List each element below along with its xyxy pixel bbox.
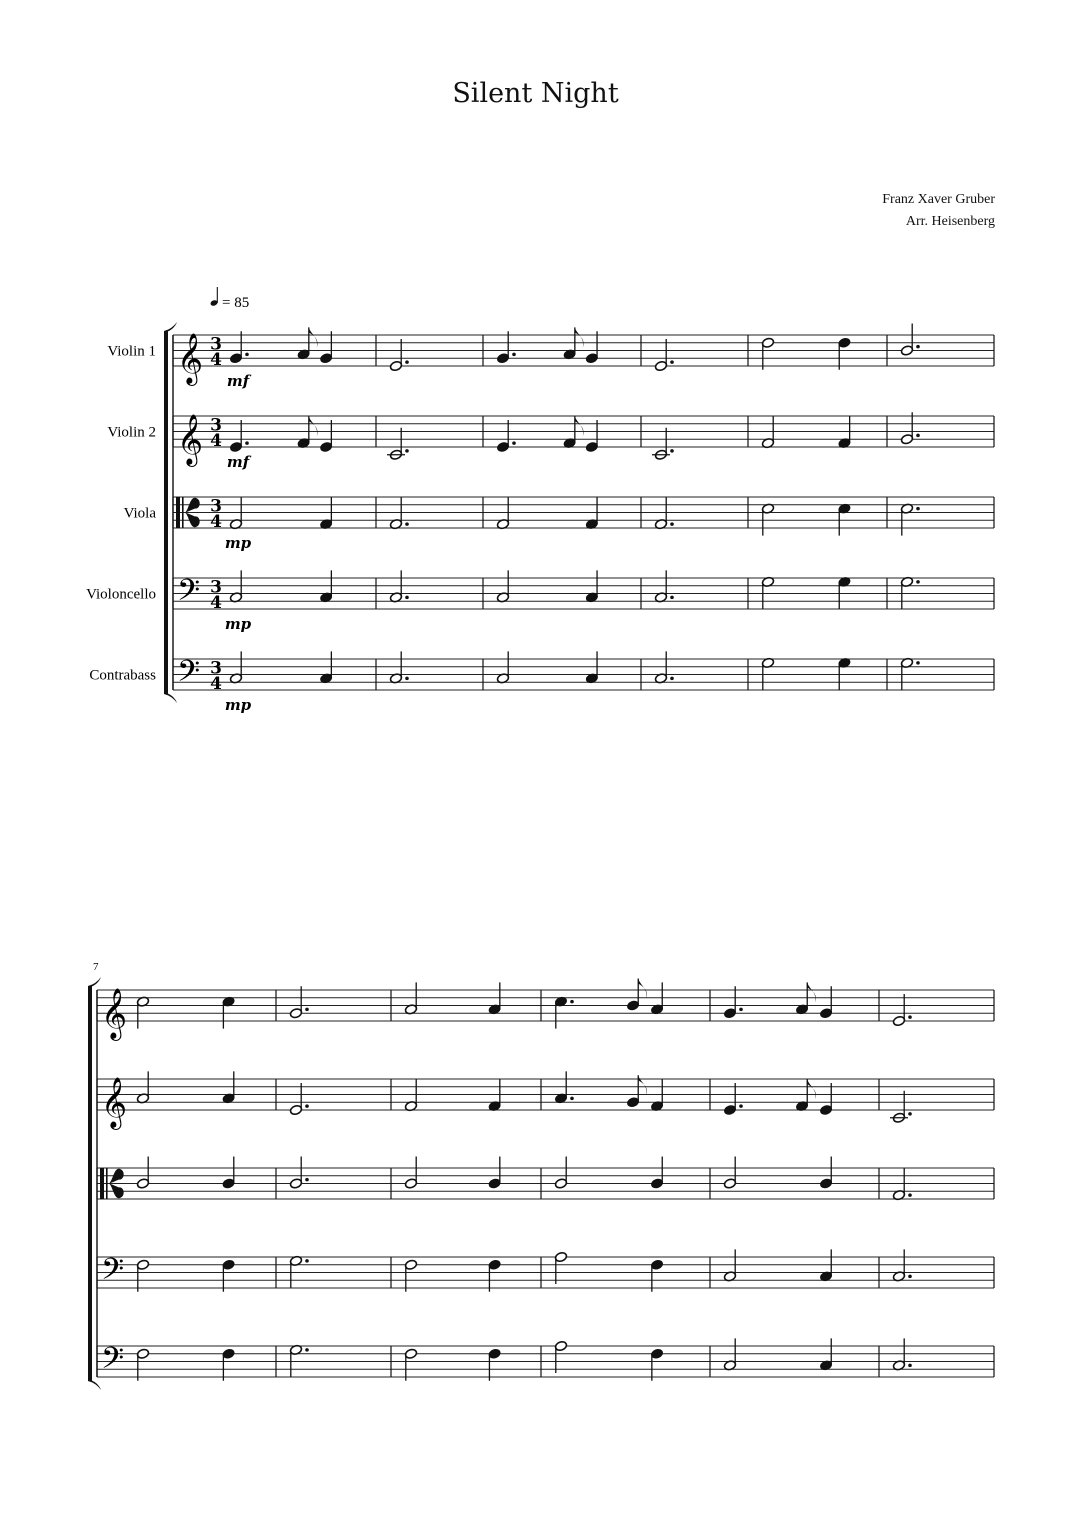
augmentation-dot (245, 353, 249, 357)
note-head (488, 1079, 501, 1112)
note-head (838, 416, 851, 449)
note-head (404, 1079, 417, 1112)
alto-clef-bar (100, 1168, 104, 1199)
time-signature-denominator: 4 (210, 350, 222, 370)
note-head (892, 994, 911, 1027)
note-head (389, 497, 408, 530)
augmentation-dot (908, 1364, 912, 1368)
note-head (136, 1157, 149, 1190)
note-head (136, 1071, 149, 1104)
note-head (650, 1348, 663, 1381)
eighth-flag (638, 1075, 647, 1095)
note-head (136, 1348, 149, 1381)
note-head (585, 497, 598, 530)
note-head (488, 1157, 501, 1190)
augmentation-dot (405, 360, 409, 364)
note-head (496, 497, 509, 530)
instrument-name: Violin 2 (107, 424, 156, 441)
note-head (654, 497, 673, 530)
note-head (723, 1338, 736, 1371)
note-head (389, 570, 408, 603)
note-head (585, 420, 598, 453)
note-head (222, 1157, 235, 1190)
augmentation-dot (405, 677, 409, 681)
note-head (222, 1259, 235, 1292)
augmentation-dot (405, 596, 409, 600)
bass-clef-icon: 𝄢 (177, 655, 201, 696)
time-signature-numerator: 3 (210, 415, 222, 436)
time-signature-denominator: 4 (210, 674, 222, 694)
bracket-top-hook (88, 977, 101, 988)
note-head (819, 1338, 832, 1371)
note-head (554, 1340, 567, 1373)
note-head (289, 1255, 308, 1288)
tempo-marking: = 85 (222, 295, 250, 311)
note-head (136, 996, 149, 1029)
bass-clef-icon: 𝄢 (101, 1253, 125, 1294)
note-head (496, 651, 509, 684)
note-head (289, 1344, 308, 1377)
augmentation-dot (305, 1104, 309, 1108)
dynamic-marking: mf (226, 372, 250, 390)
augmentation-dot (908, 1193, 912, 1197)
note-head (650, 1259, 663, 1292)
treble-clef-icon: 𝄞 (177, 333, 204, 384)
note-head (554, 1157, 567, 1190)
augmentation-dot (670, 522, 674, 526)
note-head (222, 1348, 235, 1381)
note-head (320, 331, 333, 364)
instrument-name: Violin 1 (107, 343, 156, 360)
note-head (900, 412, 919, 445)
note-head (563, 327, 583, 360)
note-head (626, 979, 646, 1012)
bass-clef-icon: 𝄢 (101, 1342, 125, 1383)
note-head (761, 657, 774, 690)
note-head (900, 503, 919, 536)
eighth-flag (309, 416, 318, 436)
instrument-name: Violoncello (86, 586, 156, 603)
note-head (650, 1079, 663, 1112)
note-head (723, 1083, 742, 1116)
note-head (723, 1249, 736, 1282)
time-signature-numerator: 3 (210, 658, 222, 679)
eighth-flag (807, 982, 816, 1002)
note-head (585, 331, 598, 364)
note-head (761, 576, 774, 609)
note-head (654, 570, 673, 603)
note-head (892, 1338, 911, 1371)
dynamic-marking: mp (224, 534, 252, 552)
note-head (320, 497, 333, 530)
note-head (554, 1071, 573, 1104)
augmentation-dot (570, 1097, 574, 1101)
time-signature-denominator: 4 (210, 512, 222, 532)
bracket-bottom-hook (88, 1379, 101, 1390)
note-head (819, 1157, 832, 1190)
note-head (404, 1348, 417, 1381)
eighth-flag (309, 327, 318, 347)
augmentation-dot (512, 441, 516, 445)
time-signature-numerator: 3 (210, 334, 222, 355)
note-head (838, 657, 851, 690)
dynamic-marking: mp (224, 615, 252, 633)
note-head (229, 420, 248, 453)
note-head (761, 503, 774, 536)
dynamic-marking: mp (224, 696, 252, 714)
note-head (289, 986, 308, 1019)
note-head (819, 1249, 832, 1282)
augmentation-dot (908, 1275, 912, 1279)
note-head (488, 1348, 501, 1381)
augmentation-dot (916, 507, 920, 511)
note-head (723, 986, 742, 1019)
note-head (890, 1091, 912, 1124)
note-head (819, 986, 832, 1019)
note-head (496, 420, 515, 453)
note-head (488, 982, 501, 1015)
alto-clef-thin (182, 497, 184, 528)
note-head (496, 570, 509, 603)
note-head (229, 331, 248, 364)
time-signature-numerator: 3 (210, 577, 222, 598)
note-head (900, 657, 919, 690)
augmentation-dot (670, 596, 674, 600)
augmentation-dot (916, 580, 920, 584)
arranger-name: Arr. Heisenberg (905, 214, 995, 229)
treble-clef-icon: 𝄞 (101, 988, 128, 1039)
augmentation-dot (305, 1178, 309, 1182)
note-head (404, 1157, 417, 1190)
note-head (554, 996, 573, 1029)
note-head (819, 1083, 832, 1116)
alto-clef-bar (176, 497, 180, 528)
augmentation-dot (512, 353, 516, 357)
alto-clef-thin (106, 1168, 108, 1199)
note-head (136, 1259, 149, 1292)
note-head (654, 339, 673, 372)
bass-clef-icon: 𝄢 (177, 574, 201, 615)
eighth-flag (807, 1079, 816, 1099)
time-signature-denominator: 4 (210, 593, 222, 613)
augmentation-dot (670, 449, 674, 453)
note-head (222, 996, 235, 1029)
augmentation-dot (739, 1104, 743, 1108)
measure-number: 7 (93, 961, 99, 973)
note-head (892, 1168, 911, 1201)
augmentation-dot (916, 345, 920, 349)
time-signature-numerator: 3 (210, 496, 222, 517)
augmentation-dot (305, 1008, 309, 1012)
note-head (652, 428, 674, 461)
augmentation-dot (916, 661, 920, 665)
composer-name: Franz Xaver Gruber (882, 192, 995, 207)
note-head (496, 331, 515, 364)
augmentation-dot (916, 434, 920, 438)
augmentation-dot (670, 360, 674, 364)
note-head (585, 651, 598, 684)
eighth-flag (638, 979, 647, 999)
eighth-flag (575, 416, 584, 436)
note-head (229, 497, 242, 530)
augmentation-dot (305, 1348, 309, 1352)
note-head (900, 576, 919, 609)
note-head (650, 1157, 663, 1190)
augmentation-dot (908, 1112, 912, 1116)
augmentation-dot (305, 1259, 309, 1263)
note-head (488, 1259, 501, 1292)
note-head (900, 324, 919, 357)
note-head (585, 570, 598, 603)
system-bracket (164, 331, 168, 694)
augmentation-dot (405, 522, 409, 526)
note-head (404, 982, 417, 1015)
note-head (320, 420, 333, 453)
augmentation-dot (670, 677, 674, 681)
note-head (838, 337, 851, 370)
note-head (320, 651, 333, 684)
note-head (838, 503, 851, 536)
augmentation-dot (908, 1015, 912, 1019)
note-head (761, 337, 774, 370)
bracket-top-hook (164, 322, 177, 333)
note-head (289, 1157, 308, 1190)
note-head (289, 1083, 308, 1116)
augmentation-dot (245, 441, 249, 445)
note-head (650, 982, 663, 1015)
note-head (404, 1259, 417, 1292)
instrument-name: Contrabass (89, 667, 156, 684)
augmentation-dot (570, 1000, 574, 1004)
eighth-flag (575, 327, 584, 347)
note-head (320, 570, 333, 603)
score-title: Silent Night (452, 78, 619, 109)
note-head (554, 1251, 567, 1284)
system-bracket (88, 986, 92, 1381)
instrument-name: Viola (123, 505, 156, 522)
note-head (795, 982, 815, 1015)
note-head (222, 1071, 235, 1104)
time-signature-denominator: 4 (210, 431, 222, 451)
note-head (297, 416, 317, 449)
note-head (387, 428, 409, 461)
treble-clef-icon: 𝄞 (101, 1077, 128, 1128)
note-head (654, 651, 673, 684)
note-head (389, 339, 408, 372)
note-head (297, 327, 317, 360)
note-head (761, 416, 774, 449)
bracket-bottom-hook (164, 692, 177, 703)
note-head (229, 651, 242, 684)
augmentation-dot (405, 449, 409, 453)
note-head (892, 1249, 911, 1282)
dynamic-marking: mf (226, 453, 250, 471)
note-head (838, 576, 851, 609)
note-head (563, 416, 583, 449)
note-head (795, 1079, 815, 1112)
note-head (626, 1075, 646, 1108)
note-head (723, 1157, 736, 1190)
treble-clef-icon: 𝄞 (177, 414, 204, 465)
augmentation-dot (739, 1008, 743, 1012)
note-head (389, 651, 408, 684)
note-head (229, 570, 242, 603)
